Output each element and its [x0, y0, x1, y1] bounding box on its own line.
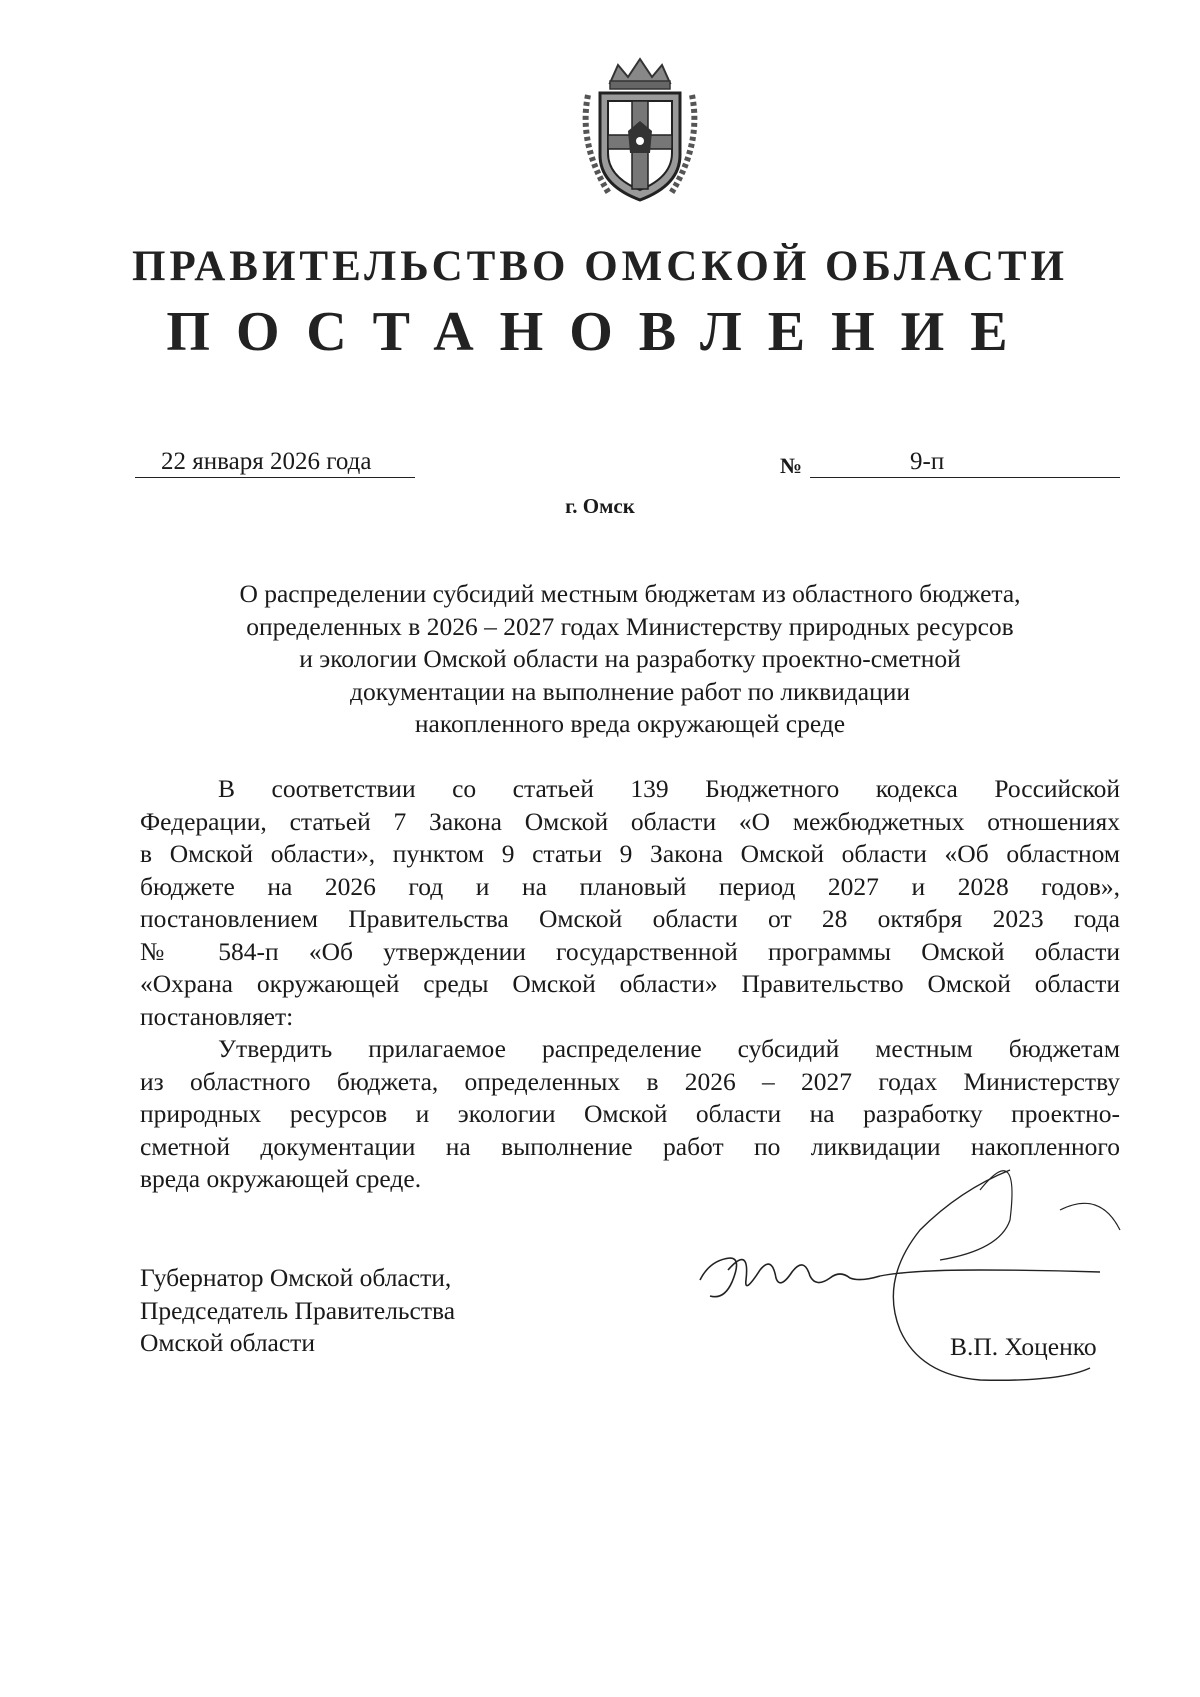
body-line: постановляет: [140, 1001, 294, 1031]
subject-line: О распределении субсидий местным бюджетам из областного бюджета, [239, 579, 1021, 608]
body-line: природных ресурсов и экологии Омской области на разработку проектно- [140, 1099, 1120, 1128]
document-city: г. Омск [565, 494, 635, 518]
subject-line: документации на выполнение работ по ликвидации [349, 676, 911, 706]
body-line: Утвердить прилагаемое распределение субсидий местным бюджетам [218, 1034, 1120, 1063]
body-line: «Охрана окружающей среды Омской области» Правительство Омской области [140, 969, 1120, 998]
document-subject [140, 578, 1120, 741]
body-line: В соответствии со статьей 139 Бюджетного кодекса Российской [218, 774, 1120, 803]
document-body [140, 773, 1120, 1196]
position-line: Губернатор Омской области, [140, 1263, 452, 1292]
body-line: Федерации, статьей 7 Закона Омской области «О межбюджетных отношениях [140, 806, 1120, 836]
document-number: 9-п [810, 447, 1120, 478]
body-line: бюджете на 2026 год и на плановый период 2027 и 2028 годов», [140, 871, 1120, 901]
body-line: в Омской области», пунктом 9 статьи 9 Закона Омской области «Об областном [140, 839, 1120, 868]
body-line: из областного бюджета, определенных в 2026 – 2027 годах Министерству [140, 1066, 1120, 1096]
body-line: постановлением Правительства Омской области от 28 октября 2023 года [140, 904, 1120, 933]
subject-line: и экологии Омской области на разработку проектно-сметной [299, 644, 961, 673]
signatory-position [140, 1262, 455, 1360]
document-type-title: ПОСТАНОВЛЕНИЕ [166, 301, 1034, 363]
government-title: ПРАВИТЕЛЬСТВО ОМСКОЙ ОБЛАСТИ [132, 243, 1068, 290]
position-line: Омской области [140, 1328, 315, 1357]
body-line: № 584-п «Об утверждении государственной программы Омской области [140, 936, 1120, 966]
body-line: вреда окружающей среде. [140, 1164, 422, 1193]
subject-line: накопленного вреда окружающей среде [414, 709, 846, 738]
body-line: сметной документации на выполнение работ по ликвидации накопленного [140, 1131, 1120, 1161]
document-date: 22 января 2026 года [135, 447, 415, 478]
subject-line: определенных в 2026 – 2027 годах Министерству природных ресурсов [246, 611, 1014, 641]
number-label: № [780, 453, 803, 478]
coat-of-arms-emblem [570, 55, 710, 205]
position-line: Председатель Правительства [140, 1295, 456, 1325]
signatory-name: В.П. Хоценко [950, 1332, 1097, 1361]
